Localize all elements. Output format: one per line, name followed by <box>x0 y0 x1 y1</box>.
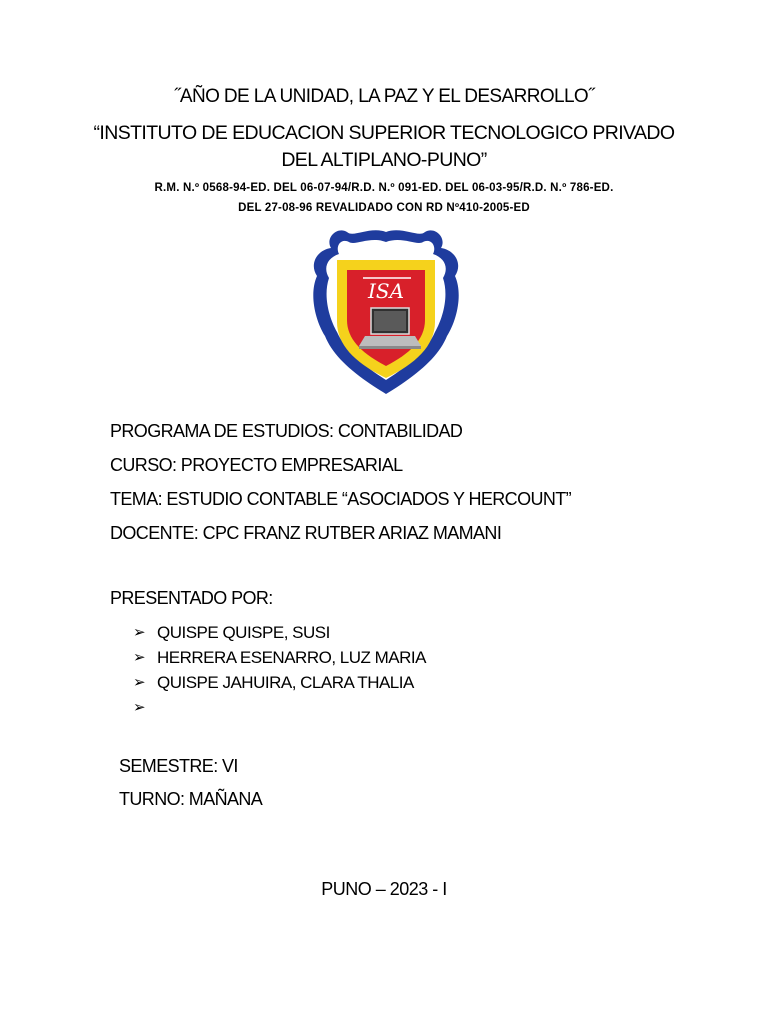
logo-isa-text: ISA <box>367 279 405 303</box>
list-item <box>133 695 426 720</box>
student-list <box>133 620 426 720</box>
year-motto: ˝AÑO DE LA UNIDAD, LA PAZ Y EL DESARROLLO˝ <box>174 86 594 107</box>
place-date: PUNO – 2023 - I <box>321 879 447 899</box>
arrow-bullet-icon: ➢ <box>133 649 146 666</box>
resolution-text <box>0 178 768 218</box>
arrow-bullet-icon: ➢ <box>133 674 146 691</box>
resolution-line2: DEL 27-08-96 REVALIDADO CON RD Nº410-2005-ED <box>238 202 530 214</box>
list-item <box>133 620 426 645</box>
list-item <box>133 670 426 695</box>
student-name: QUISPE QUISPE, SUSI <box>157 623 330 642</box>
list-item <box>133 645 426 670</box>
topic-label: TEMA: ESTUDIO CONTABLE “ASOCIADOS Y HERCOUNT” <box>110 489 572 509</box>
student-name: QUISPE JAHUIRA, CLARA THALIA <box>157 673 414 692</box>
program-label: PROGRAMA DE ESTUDIOS: CONTABILIDAD <box>110 421 463 441</box>
semester-label: SEMESTRE: VI <box>119 756 238 776</box>
presented-by-label: PRESENTADO POR: <box>110 588 273 608</box>
institute-name-line1: “INSTITUTO DE EDUCACION SUPERIOR TECNOLOGICO PRIVADO <box>93 122 675 144</box>
institute-name-line2: DEL ALTIPLANO-PUNO” <box>281 149 487 171</box>
arrow-bullet-icon: ➢ <box>133 699 146 716</box>
resolution-line1: R.M. N.º 0568-94-ED. DEL 06-07-94/R.D. N.º 091-ED. DEL 06-03-95/R.D. N.º 786-ED. <box>154 182 614 194</box>
shift-label: TURNO: MAÑANA <box>119 789 263 809</box>
arrow-bullet-icon: ➢ <box>133 624 146 641</box>
teacher-label: DOCENTE: CPC FRANZ RUTBER ARIAZ MAMANI <box>110 523 502 543</box>
student-name: HERRERA ESENARRO, LUZ MARIA <box>157 648 426 667</box>
institute-logo <box>307 224 465 396</box>
course-label: CURSO: PROYECTO EMPRESARIAL <box>110 455 403 475</box>
institute-name <box>0 120 768 174</box>
